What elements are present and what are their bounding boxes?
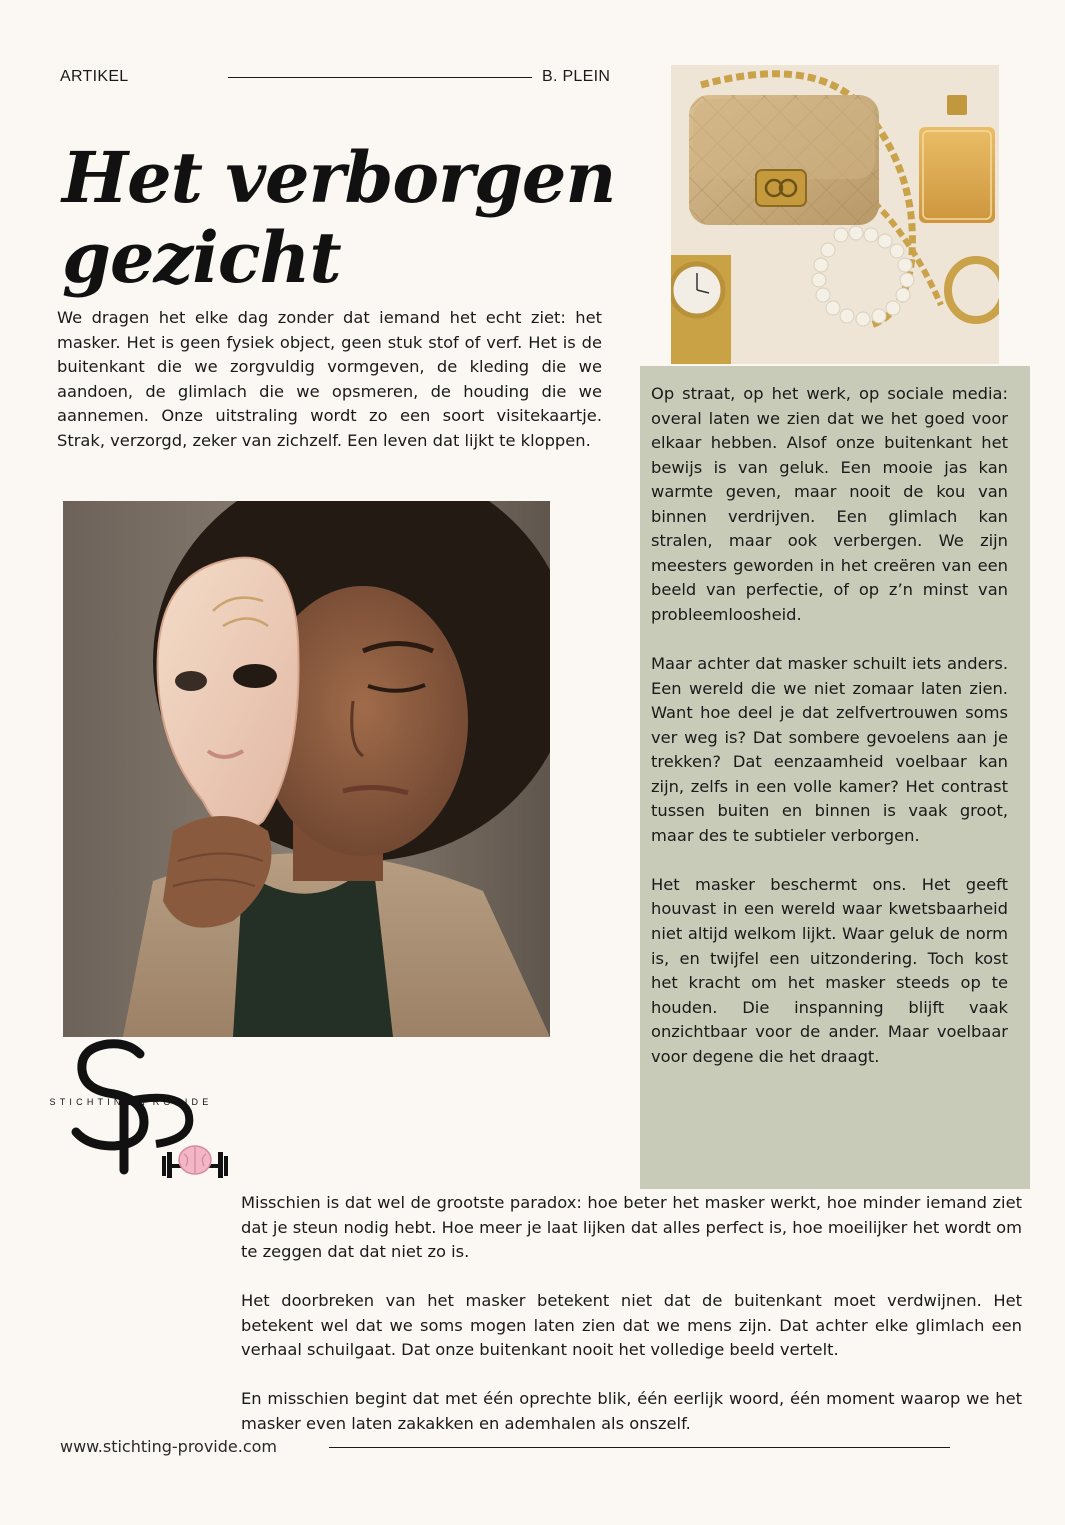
closing-paragraph: En misschien begint dat met één oprechte blik, één eerlijk woord, één moment waarop we het masker even laten zakakken en ademhalen als onszelf. — [241, 1389, 1022, 1433]
sidebar-paragraph: Op straat, op het werk, op sociale media: overal laten we zien dat we het goed voor elkaar hebben. Alsof onze buitenkant het bewijs is van geluk. Een mooie jas kan warmte geven, maar nooit de kou van binnen verdrijven. Een glimlach kan stralen, maar ook verbergen. We zijn meesters geworden in het creëren van een beeld van perfectie, of op z’n minst van probleemloosheid. — [651, 384, 1008, 624]
website-link[interactable]: www.stichting-provide.com — [60, 1437, 277, 1456]
brain-dumbbell-icon — [162, 1146, 228, 1178]
title-line-1: Het verborgen — [62, 136, 616, 219]
accessories-photo — [671, 65, 999, 364]
woman-mask-photo — [63, 501, 550, 1037]
closing-paragraph: Het doorbreken van het masker betekent niet dat de buitenkant moet verdwijnen. Het betekent wel dat we soms mogen laten zien dat we mens zijn. Dat achter elke glimlach een verhaal schuilgaat. Dat onze buitenkant nooit het volledige beeld vertelt. — [241, 1291, 1022, 1360]
sidebar-paragraph: Maar achter dat masker schuilt iets anders. Een wereld die we niet zomaar laten zien. Want hoe deel je dat zelfvertrouwen soms ver weg is? Dat sombere gevoelens aan je trekken? Dat eenzaamheid voelbaar kan zijn, zelfs in een volle kamer? Het contrast tussen buiten en binnen is vaak groot, maar des te subtieler verborgen. — [651, 654, 1008, 845]
closing-text — [241, 1191, 1022, 1461]
stichting-provide-logo — [28, 1038, 234, 1178]
sidebar-paragraph: Het masker beschermt ons. Het geeft houvast in een wereld waar kwetsbaarheid niet altijd welkom lijkt. Waar geluk de norm is, en twijfel een uitzondering. Toch kost het kracht om het masker steeds op te houden. Die inspanning blijft vaak onzichtbaar voor de ander. Maar voelbaar voor degene die het draagt. — [651, 874, 1008, 1066]
section-label: ARTIKEL — [60, 68, 129, 85]
header-divider — [228, 77, 532, 78]
closing-paragraph: Misschien is dat wel de grootste paradox: hoe beter het masker werkt, hoe minder iemand ziet dat je steun nodig hebt. Hoe meer je laat lijken dat alles perfect is, hoe moeilijker het wordt om te zeggen dat dat niet zo is. — [241, 1193, 1022, 1262]
sidebar-text — [651, 382, 1008, 1094]
article-title — [62, 138, 662, 298]
intro-paragraph: We dragen het elke dag zonder dat iemand het echt ziet: het masker. Het is geen fysiek object, geen stuk stof of verf. Het is de buitenkant die we zorgvuldig vormgeven, de kleding die we aandoen, de glimlach die we opsmeren, de houding die we aannemen. Onze uitstraling wordt zo een soort visitekaartje. Strak, verzorgd, zeker van zichzelf. Een leven dat lijkt te kloppen. — [57, 308, 602, 450]
author-label: B. PLEIN — [542, 68, 611, 85]
title-line-2: gezicht — [62, 216, 341, 299]
footer-divider — [329, 1447, 950, 1448]
logo-text: STICHTING PROVIDE — [49, 1097, 213, 1107]
